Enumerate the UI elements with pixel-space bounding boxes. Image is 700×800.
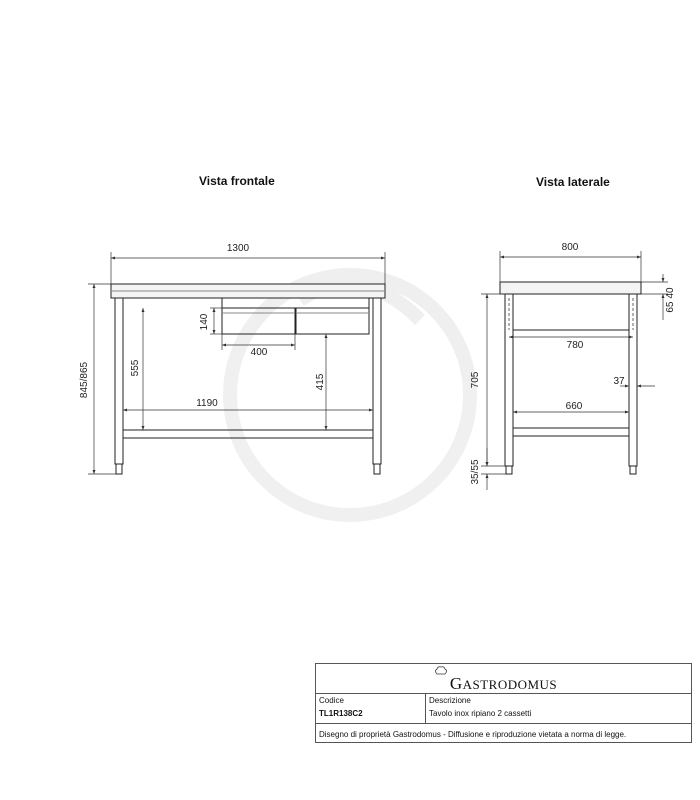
- side-lower-shelf: [513, 428, 629, 436]
- front-view-title: Vista frontale: [199, 174, 275, 188]
- front-right-leg: [373, 298, 381, 464]
- dim-front-clearance: 415: [315, 373, 326, 391]
- description-label: Descrizione: [429, 696, 471, 705]
- dim-side-top-thickness: 6540: [665, 287, 676, 313]
- dim-side-shelf-depth: 660: [565, 401, 583, 412]
- title-block: [315, 663, 692, 743]
- dim-side-leg-height: 705: [470, 371, 481, 389]
- code-value: TL1R138C2: [319, 709, 363, 718]
- copyright-note: Disegno di proprietà Gastrodomus - Diffusione e riproduzione vietata a norma di legge.: [319, 730, 627, 739]
- front-left-foot: [116, 464, 122, 474]
- watermark-logo: [230, 275, 470, 515]
- dim-front-height: 845/865: [79, 361, 90, 399]
- front-drawer-right: [296, 308, 369, 334]
- dim-front-inner-width: 1190: [196, 398, 218, 409]
- side-front-foot: [506, 466, 512, 474]
- dim-drawer-width: 400: [250, 347, 268, 358]
- code-cell: [316, 694, 426, 724]
- front-right-foot: [374, 464, 380, 474]
- side-tabletop: [500, 282, 641, 294]
- dim-front-leg-height: 555: [130, 359, 141, 377]
- code-label: Codice: [319, 696, 344, 705]
- brand-name: GASTRODOMUS: [449, 674, 558, 693]
- dim-front-width: 1300: [226, 243, 250, 254]
- dim-side-tube: 37: [613, 376, 625, 387]
- dim-side-foot-adjust: 35/55: [470, 459, 481, 485]
- dim-side-depth: 800: [561, 242, 579, 253]
- dim-side-frame-depth: 780: [566, 340, 584, 351]
- brand-logo: [316, 664, 691, 694]
- front-lower-shelf: [123, 430, 373, 438]
- dim-drawer-height: 140: [199, 313, 210, 331]
- side-rear-foot: [630, 466, 636, 474]
- description-value: Tavolo inox ripiano 2 cassetti: [429, 709, 532, 718]
- front-left-leg: [115, 298, 123, 464]
- description-cell: [426, 694, 691, 724]
- side-view-title: Vista laterale: [536, 175, 610, 189]
